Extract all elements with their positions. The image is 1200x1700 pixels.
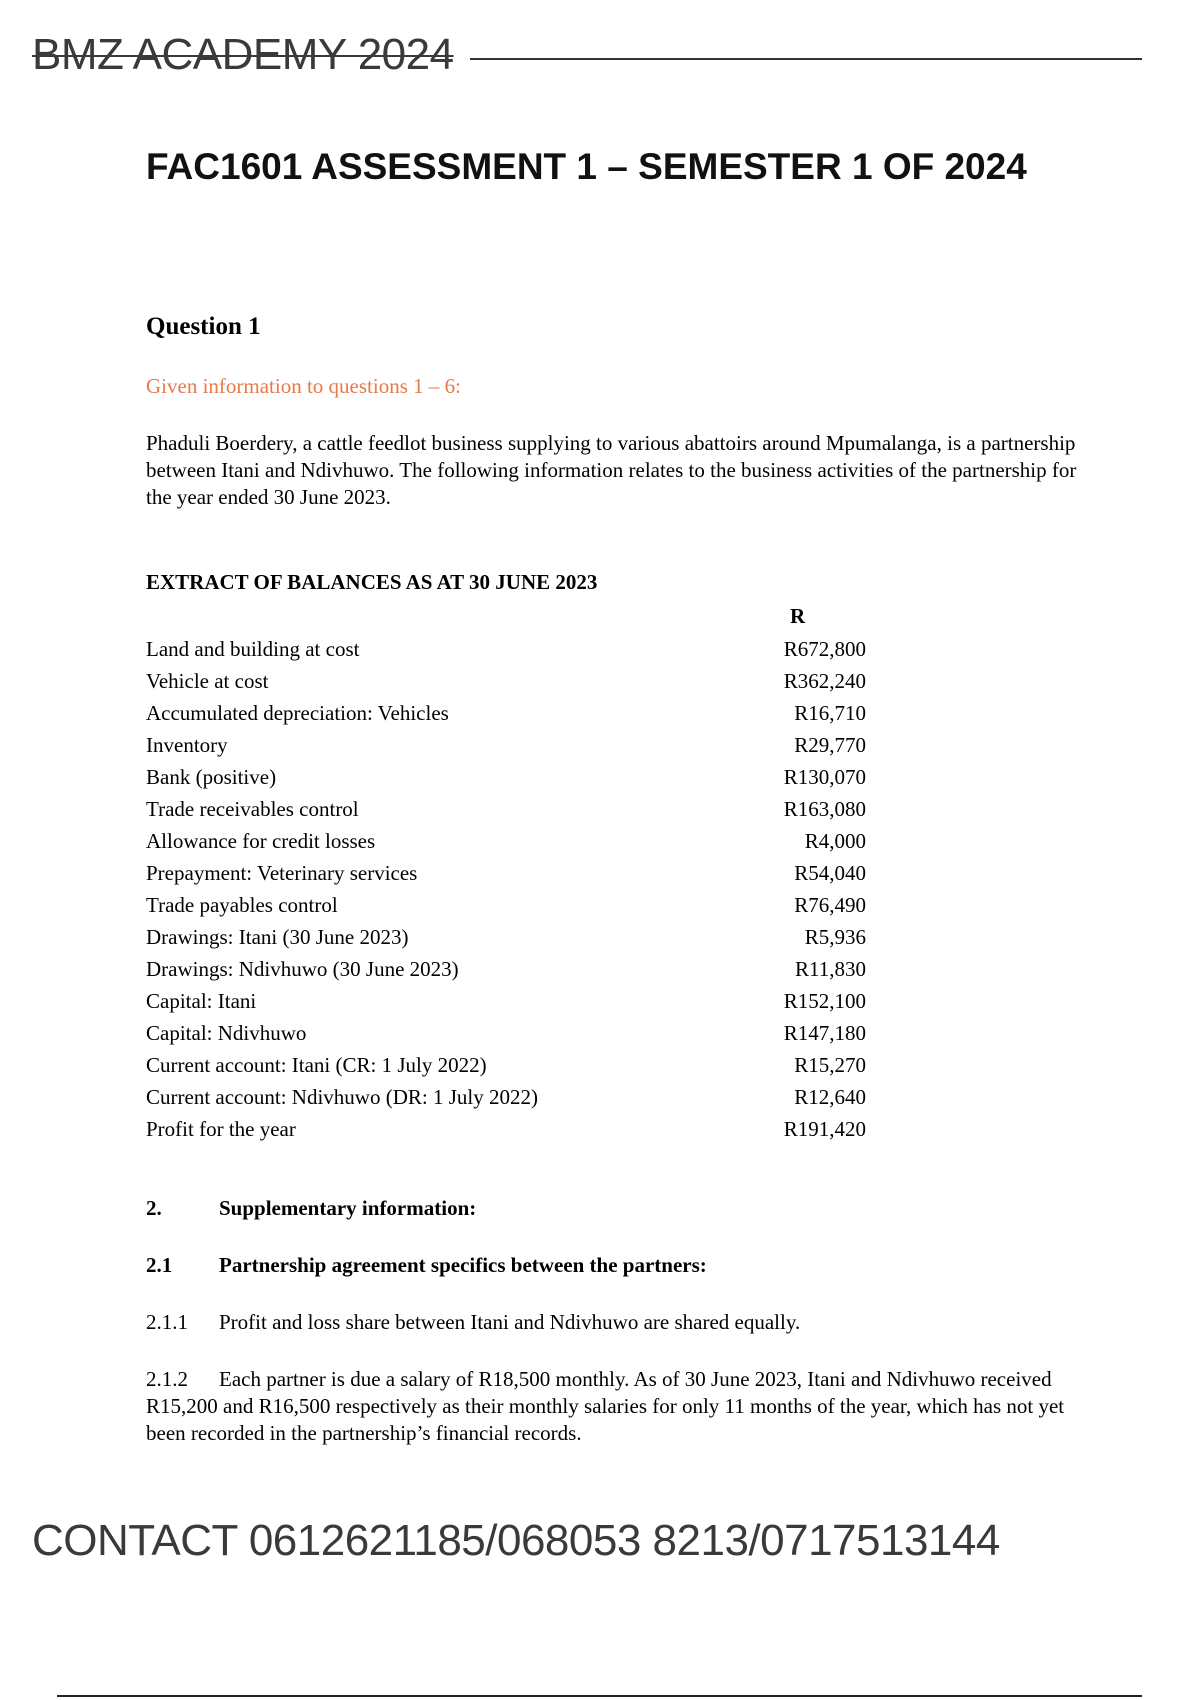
contact-watermark: CONTACT 0612621185/068053 8213/0717513144 [32, 1516, 1000, 1565]
balance-row [146, 633, 866, 665]
section-number: 2.1 [146, 1253, 173, 1277]
section-number: 2. [146, 1196, 162, 1220]
balance-row [146, 761, 866, 793]
balance-value: R76,490 [794, 893, 866, 917]
footer-rule [57, 1695, 1142, 1697]
balance-value: R191,420 [783, 1117, 866, 1141]
academy-watermark: BMZ ACADEMY 2024 [32, 30, 454, 79]
clause-2-1-1 [146, 1309, 1106, 1336]
balance-label: Drawings: Ndivhuwo (30 June 2023) [146, 957, 459, 981]
balance-label: Capital: Itani [146, 989, 257, 1013]
balance-label: Bank (positive) [146, 765, 277, 789]
balance-value: R4,000 [804, 829, 866, 853]
balance-row [146, 825, 866, 857]
balance-row [146, 1081, 866, 1113]
balance-row [146, 793, 866, 825]
page-title: FAC1601 ASSESSMENT 1 – SEMESTER 1 OF 2024 [146, 146, 1027, 187]
balance-label: Vehicle at cost [146, 669, 269, 693]
balance-value: R11,830 [795, 957, 866, 981]
balance-row [146, 697, 866, 729]
balance-label: Prepayment: Veterinary services [146, 861, 418, 885]
currency-column-header: R [790, 604, 806, 628]
balance-label: Trade receivables control [146, 797, 359, 821]
balance-row [146, 953, 866, 985]
balance-value: R152,100 [783, 989, 866, 1013]
balance-row [146, 889, 866, 921]
clause-2-1-2 [146, 1366, 1106, 1447]
intro-paragraph: Phaduli Boerdery, a cattle feedlot business supplying to various abattoirs around Mpumalanga, is a partnership between Itani and Ndivhuwo. The following information relates to the business activities of the partnership for the year ended 30 June 2023. [146, 431, 1077, 509]
balance-label: Capital: Ndivhuwo [146, 1021, 307, 1045]
balance-label: Drawings: Itani (30 June 2023) [146, 925, 409, 949]
balance-row [146, 729, 866, 761]
balance-value: R163,080 [783, 797, 866, 821]
section-2-1-heading [146, 1252, 1106, 1279]
given-info-note: Given information to questions 1 – 6: [146, 374, 461, 398]
balance-value: R5,936 [804, 925, 866, 949]
balance-value: R147,180 [783, 1021, 866, 1045]
clause-number: 2.1.1 [146, 1310, 188, 1334]
question-heading: Question 1 [146, 313, 261, 340]
balance-label: Profit for the year [146, 1117, 296, 1141]
section-2-heading [146, 1195, 1106, 1222]
section-title: Supplementary information: [219, 1196, 477, 1220]
clause-text: Each partner is due a salary of R18,500 monthly. As of 30 June 2023, Itani and Ndivhuwo received R15,200 and R16,500 respectively as their monthly salaries for only 11 months of the year, which has not yet been recorded in the partnership’s financial records. [146, 1367, 1065, 1445]
section-title: Partnership agreement specifics between the partners: [219, 1253, 707, 1277]
balance-value: R130,070 [783, 765, 866, 789]
balance-value: R54,040 [794, 861, 866, 885]
balance-row [146, 665, 866, 697]
balance-value: R12,640 [794, 1085, 866, 1109]
header-rule [470, 58, 1142, 60]
balance-row [146, 921, 866, 953]
balance-row [146, 857, 866, 889]
balance-row [146, 1049, 866, 1081]
extract-heading: EXTRACT OF BALANCES AS AT 30 JUNE 2023 [146, 570, 598, 594]
balance-label: Current account: Ndivhuwo (DR: 1 July 2022) [146, 1085, 538, 1109]
balance-value: R672,800 [783, 637, 866, 661]
balance-value: R362,240 [783, 669, 866, 693]
balance-label: Allowance for credit losses [146, 829, 376, 853]
balance-value: R16,710 [794, 701, 866, 725]
balance-row [146, 1017, 866, 1049]
balance-row [146, 985, 866, 1017]
balance-value: R29,770 [794, 733, 866, 757]
balance-label: Land and building at cost [146, 637, 360, 661]
clause-number: 2.1.2 [146, 1367, 188, 1391]
clause-text: Profit and loss share between Itani and Ndivhuwo are shared equally. [219, 1310, 801, 1334]
balance-label: Accumulated depreciation: Vehicles [146, 701, 449, 725]
balance-value: R15,270 [794, 1053, 866, 1077]
balance-row [146, 1113, 866, 1145]
balance-label: Inventory [146, 733, 228, 757]
balance-label: Current account: Itani (CR: 1 July 2022) [146, 1053, 487, 1077]
balance-label: Trade payables control [146, 893, 338, 917]
balances-list [146, 633, 866, 1145]
